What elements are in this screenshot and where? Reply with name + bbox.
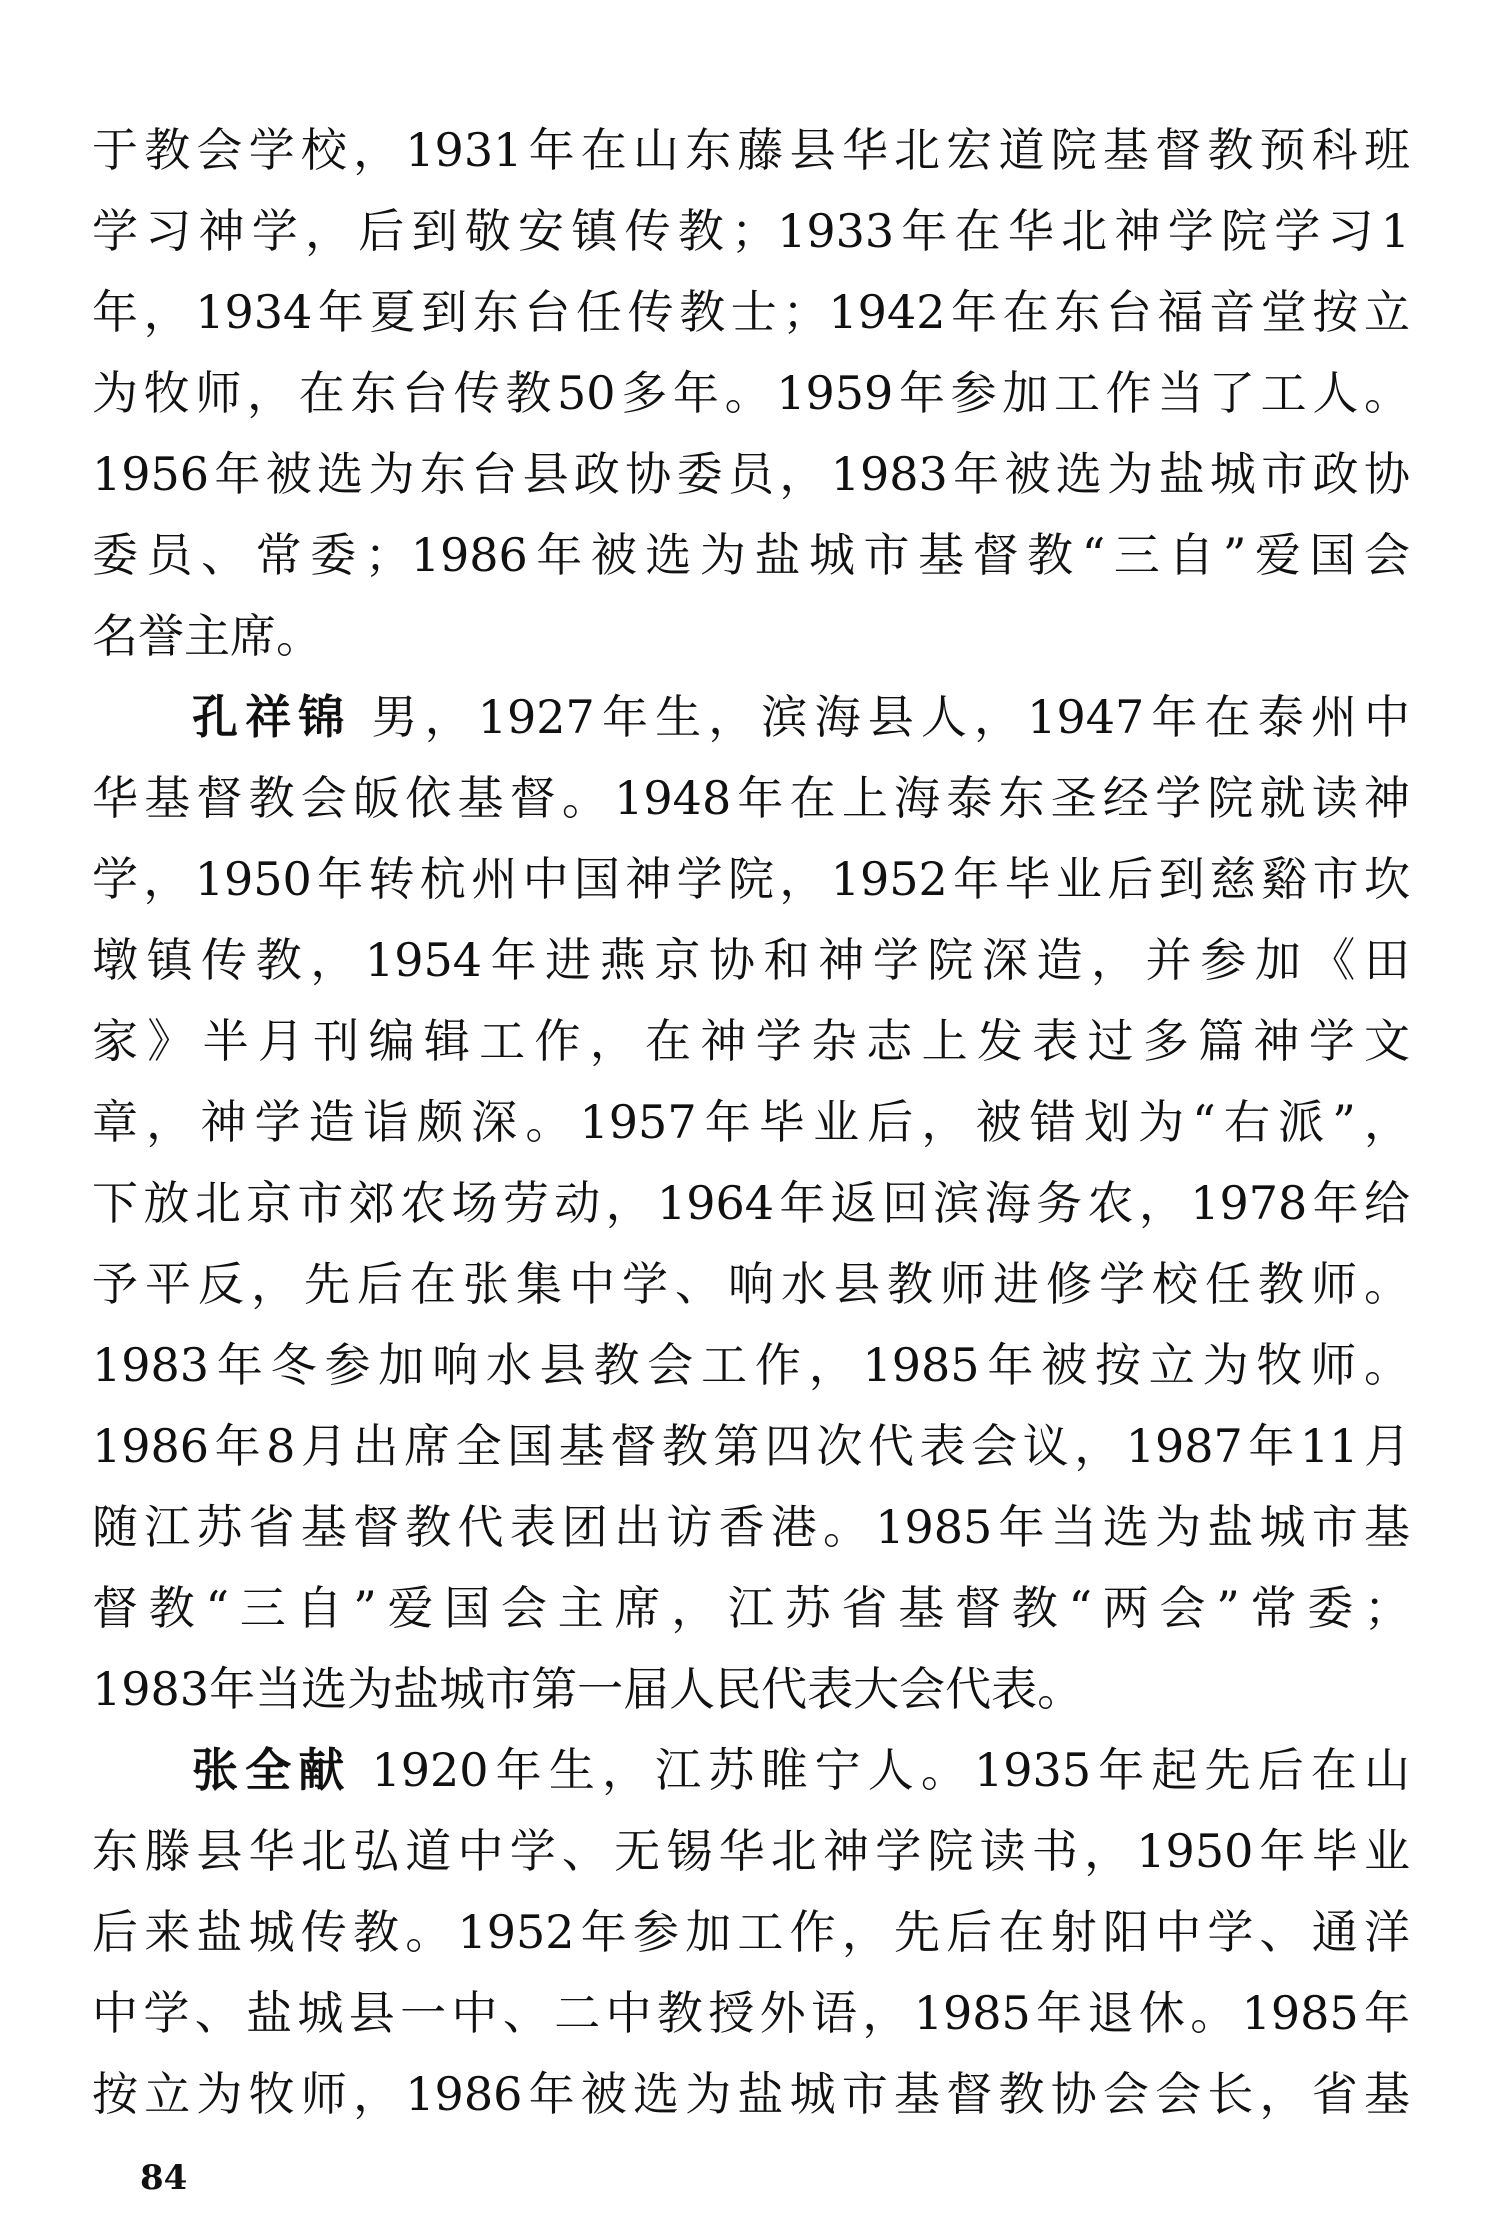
text-line: 学习神学，后到敬安镇传教；1933年在华北神学院学习1 xyxy=(92,204,1410,258)
text-line: 委员、常委；1986年被选为盐城市基督教“三自”爱国会 xyxy=(92,528,1410,582)
text-line: 东滕县华北弘道中学、无锡华北神学院读书，1950年毕业 xyxy=(92,1824,1410,1878)
text-line: 按立为牧师，1986年被选为盐城市基督教协会会长，省基 xyxy=(92,2067,1410,2121)
text-line: 为牧师，在东台传教50多年。1959年参加工作当了工人。 xyxy=(92,366,1410,420)
body-text xyxy=(92,110,1410,2135)
person-name: 张全献 xyxy=(192,1743,352,1797)
text-line: 督教“三自”爱国会主席，江苏省基督教“两会”常委； xyxy=(92,1581,1410,1635)
text-line: 家》半月刊编辑工作，在神学杂志上发表过多篇神学文 xyxy=(92,1014,1410,1068)
person-name: 孔祥锦 xyxy=(192,690,352,744)
text-line: 名誉主席。 xyxy=(92,609,322,663)
text-line: 华基督教会皈依基督。1948年在上海泰东圣经学院就读神 xyxy=(92,771,1410,825)
text-line: 1956年被选为东台县政协委员，1983年被选为盐城市政协 xyxy=(92,447,1410,501)
text-line: 随江苏省基督教代表团出访香港。1985年当选为盐城市基 xyxy=(92,1500,1410,1554)
text-line: 年，1934年夏到东台任传教士；1942年在东台福音堂按立 xyxy=(92,285,1410,339)
text-line: 章，神学造诣颇深。1957年毕业后，被错划为“右派”， xyxy=(92,1095,1410,1149)
text-line: 墩镇传教，1954年进燕京协和神学院深造，并参加《田 xyxy=(92,933,1410,987)
text-line: 后来盐城传教。1952年参加工作，先后在射阳中学、通洋 xyxy=(92,1905,1410,1959)
text-line: 学，1950年转杭州中国神学院，1952年毕业后到慈谿市坎 xyxy=(92,852,1410,906)
text-line: 中学、盐城县一中、二中教授外语，1985年退休。1985年 xyxy=(92,1986,1410,2040)
text-line: 予平反，先后在张集中学、响水县教师进修学校任教师。 xyxy=(92,1257,1410,1311)
text-line: 1983年当选为盐城市第一届人民代表大会代表。 xyxy=(92,1662,1084,1716)
text-line: 于教会学校，1931年在山东藤县华北宏道院基督教预科班 xyxy=(92,123,1410,177)
text-line: 1986年8月出席全国基督教第四次代表会议，1987年11月 xyxy=(92,1419,1410,1473)
text-line: 1983年冬参加响水县教会工作，1985年被按立为牧师。 xyxy=(92,1338,1410,1392)
text-span: 1920年生，江苏睢宁人。1935年起先后在山 xyxy=(371,1743,1410,1797)
text-span: 男，1927年生，滨海县人，1947年在泰州中 xyxy=(371,690,1410,744)
paragraph-first-line xyxy=(92,1730,1410,1811)
page-number: 84 xyxy=(140,2158,188,2198)
text-line: 下放北京市郊农场劳动，1964年返回滨海务农，1978年给 xyxy=(92,1176,1410,1230)
paragraph-first-line xyxy=(92,677,1410,758)
